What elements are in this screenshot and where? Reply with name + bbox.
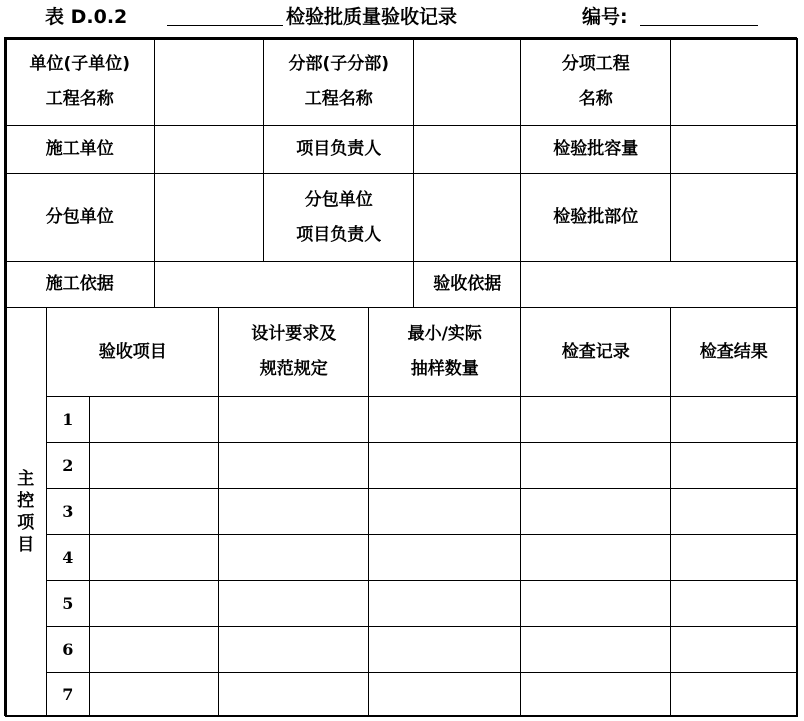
main-control-items-label xyxy=(4,307,47,716)
acceptance-item-cell[interactable] xyxy=(89,396,219,443)
vertical-label xyxy=(17,468,34,556)
label-line: 名称 xyxy=(578,88,613,109)
construction-unit-value[interactable] xyxy=(154,125,264,174)
header-line: 最小/实际 xyxy=(407,324,482,345)
header-line: 规范规定 xyxy=(259,359,328,380)
project-leader-value[interactable] xyxy=(413,125,521,174)
inspection-result-cell[interactable] xyxy=(670,580,797,627)
header-text: 验收项目 xyxy=(98,341,167,362)
unit-project-name-label xyxy=(4,37,155,126)
inspection-record-cell[interactable] xyxy=(520,442,671,489)
serial-number-label: 编号: xyxy=(582,6,628,28)
label-line: 工程名称 xyxy=(45,88,114,109)
row-number: 2 xyxy=(46,442,90,489)
row-number: 1 xyxy=(46,396,90,443)
acceptance-item-cell[interactable] xyxy=(89,534,219,581)
design-requirement-cell[interactable] xyxy=(218,488,369,535)
sample-quantity-cell[interactable] xyxy=(368,534,521,581)
row-number: 6 xyxy=(46,626,90,673)
subcontract-leader-value[interactable] xyxy=(413,173,521,262)
inspection-record-cell[interactable] xyxy=(520,580,671,627)
batch-capacity-value[interactable] xyxy=(670,125,797,174)
row-number: 4 xyxy=(46,534,90,581)
design-requirement-cell[interactable] xyxy=(218,396,369,443)
row-number: 5 xyxy=(46,580,90,627)
sample-quantity-header xyxy=(368,307,521,397)
label-line: 分部(子分部) xyxy=(288,53,390,74)
acceptance-item-cell[interactable] xyxy=(89,488,219,535)
document-title: 检验批质量验收记录 xyxy=(286,6,458,28)
inspection-form xyxy=(5,38,798,717)
item-project-name-value[interactable] xyxy=(670,37,797,126)
vertical-char: 主 xyxy=(17,468,35,489)
division-project-name-label xyxy=(263,37,414,126)
sample-quantity-cell[interactable] xyxy=(368,626,521,673)
sample-quantity-cell[interactable] xyxy=(368,672,521,716)
batch-capacity-label xyxy=(520,125,671,174)
acceptance-basis-value[interactable] xyxy=(520,261,797,308)
acceptance-item-header xyxy=(46,307,219,397)
header-text: 检查记录 xyxy=(561,341,630,362)
unit-project-name-value[interactable] xyxy=(154,37,264,126)
vertical-char: 目 xyxy=(17,534,35,555)
inspection-record-cell[interactable] xyxy=(520,534,671,581)
inspection-result-cell[interactable] xyxy=(670,534,797,581)
acceptance-item-cell[interactable] xyxy=(89,442,219,489)
inspection-record-cell[interactable] xyxy=(520,396,671,443)
subcontract-leader-label xyxy=(263,173,414,262)
inspection-result-cell[interactable] xyxy=(670,442,797,489)
label-line: 项目负责人 xyxy=(296,224,382,245)
inspection-result-header xyxy=(670,307,797,397)
label-text: 检验批容量 xyxy=(553,139,639,160)
subcontract-unit-value[interactable] xyxy=(154,173,264,262)
vertical-char: 控 xyxy=(17,490,35,511)
construction-basis-value[interactable] xyxy=(154,261,414,308)
document-header xyxy=(0,0,804,34)
design-requirement-header xyxy=(218,307,369,397)
label-text: 项目负责人 xyxy=(296,139,382,160)
subcontract-unit-label xyxy=(4,173,155,262)
construction-basis-label xyxy=(4,261,155,308)
serial-number-blank xyxy=(640,25,758,26)
batch-location-label xyxy=(520,173,671,262)
label-line: 分包单位 xyxy=(304,189,373,210)
acceptance-item-cell[interactable] xyxy=(89,672,219,716)
inspection-result-cell[interactable] xyxy=(670,672,797,716)
label-text: 施工单位 xyxy=(45,139,114,160)
label-text: 施工依据 xyxy=(45,274,114,295)
sample-quantity-cell[interactable] xyxy=(368,488,521,535)
label-line: 工程名称 xyxy=(304,88,373,109)
label-text: 检验批部位 xyxy=(553,207,639,228)
inspection-record-cell[interactable] xyxy=(520,672,671,716)
project-leader-label xyxy=(263,125,414,174)
design-requirement-cell[interactable] xyxy=(218,442,369,489)
sample-quantity-cell[interactable] xyxy=(368,396,521,443)
item-project-name-label xyxy=(520,37,671,126)
inspection-result-cell[interactable] xyxy=(670,626,797,673)
sample-quantity-cell[interactable] xyxy=(368,580,521,627)
acceptance-item-cell[interactable] xyxy=(89,580,219,627)
inspection-result-cell[interactable] xyxy=(670,396,797,443)
row-number: 7 xyxy=(46,672,90,716)
design-requirement-cell[interactable] xyxy=(218,672,369,716)
design-requirement-cell[interactable] xyxy=(218,580,369,627)
table-number: 表 D.0.2 xyxy=(45,6,128,28)
acceptance-item-cell[interactable] xyxy=(89,626,219,673)
inspection-record-cell[interactable] xyxy=(520,626,671,673)
label-line: 分项工程 xyxy=(561,53,630,74)
row-number: 3 xyxy=(46,488,90,535)
inspection-record-header xyxy=(520,307,671,397)
acceptance-basis-label xyxy=(413,261,521,308)
header-line: 设计要求及 xyxy=(251,324,337,345)
division-project-name-value[interactable] xyxy=(413,37,521,126)
label-text: 验收依据 xyxy=(433,274,502,295)
construction-unit-label xyxy=(4,125,155,174)
batch-location-value[interactable] xyxy=(670,173,797,262)
design-requirement-cell[interactable] xyxy=(218,626,369,673)
sample-quantity-cell[interactable] xyxy=(368,442,521,489)
label-line: 单位(子单位) xyxy=(29,53,131,74)
project-name-blank xyxy=(167,25,283,26)
header-line: 抽样数量 xyxy=(410,359,479,380)
inspection-record-cell[interactable] xyxy=(520,488,671,535)
label-text: 分包单位 xyxy=(45,207,114,228)
vertical-char: 项 xyxy=(17,512,35,533)
design-requirement-cell[interactable] xyxy=(218,534,369,581)
header-text: 检查结果 xyxy=(699,341,768,362)
inspection-result-cell[interactable] xyxy=(670,488,797,535)
